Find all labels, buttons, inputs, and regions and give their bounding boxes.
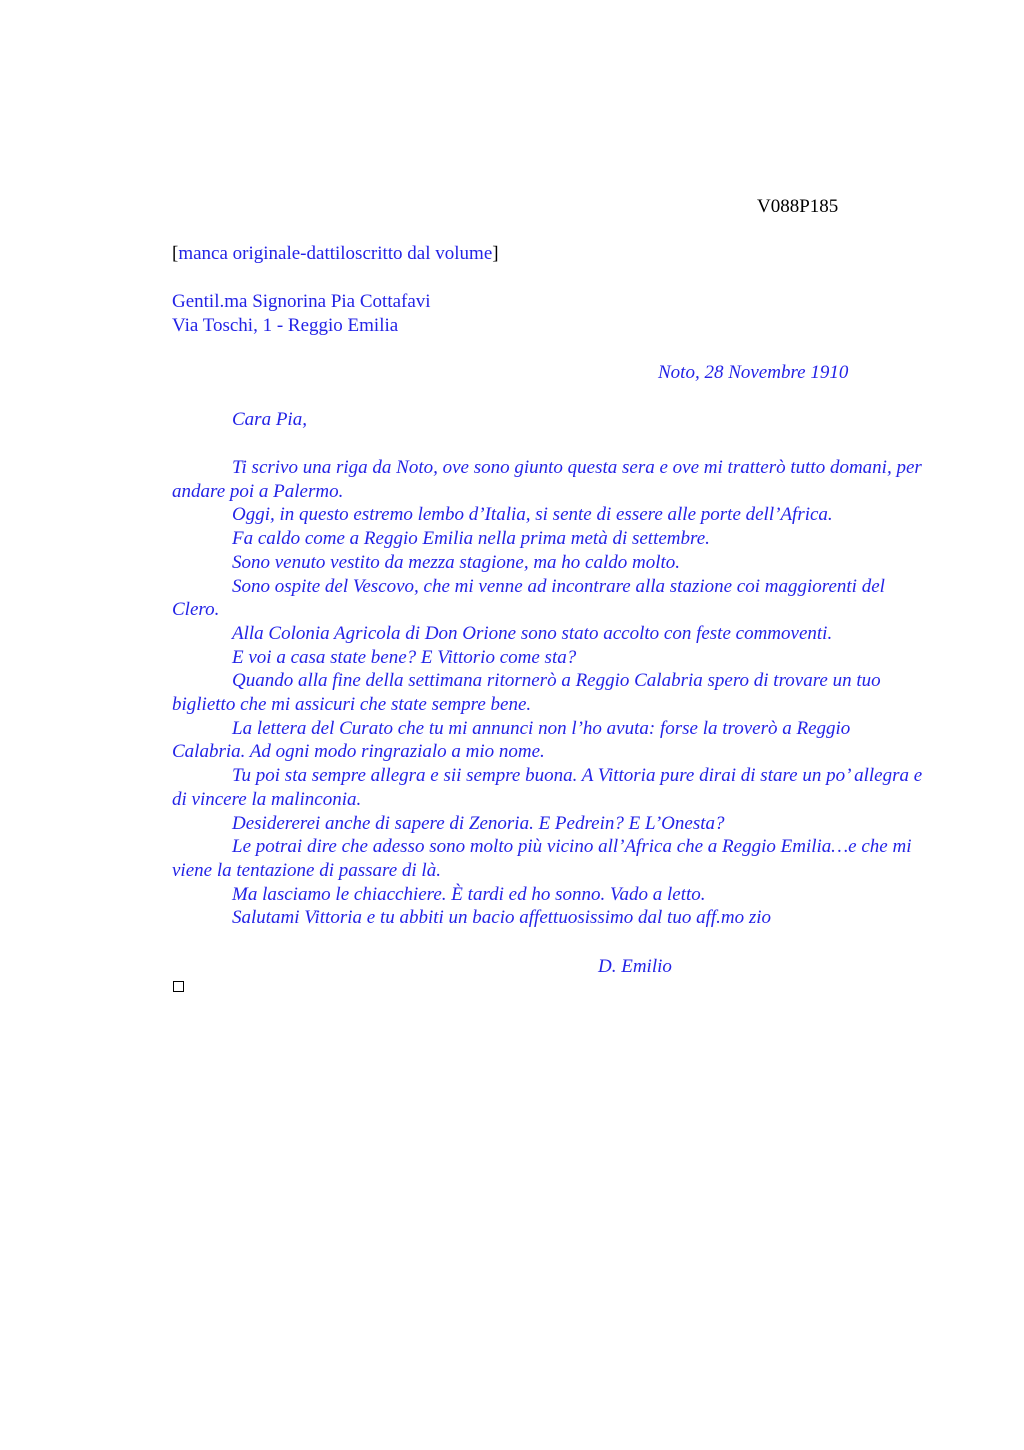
paragraph: Quando alla fine della settimana ritornerò a Reggio Calabria spero di trovare un tuo biglietto che mi assicuri che state sempre bene. [172, 670, 881, 716]
address-line-2: Via Toschi, 1 - Reggio Emilia [172, 315, 399, 336]
note-close-bracket: ] [492, 243, 499, 264]
square-outline-icon [173, 981, 184, 992]
paragraph: E voi a casa state bene? E Vittorio come sta? [232, 646, 577, 668]
paragraph: Ti scrivo una riga da Noto, ove sono giunto questa sera e ove mi tratterò tutto domani, per andare poi a Palermo. [172, 457, 922, 502]
paragraph: Desidererei anche di sapere di Zenoria. E Pedrein? E L’Onesta? [232, 812, 725, 834]
paragraph: La lettera del Curato che tu mi annunci non l’ho avuta: forse la troverò a Reggio Calabria. Ad ogni modo ringrazialo a mio nome. [172, 717, 851, 763]
paragraph: Alla Colonia Agricola di Don Orione sono stato accolto con feste commoventi. [232, 622, 833, 644]
salutation: Cara Pia, [232, 409, 307, 430]
signature: D. Emilio [598, 956, 672, 977]
paragraph: Fa caldo come a Reggio Emilia nella prima metà di settembre. [232, 528, 710, 550]
paragraph: Sono ospite del Vescovo, che mi venne ad incontrare alla stazione coi maggiorenti del Clero. [172, 575, 885, 621]
paragraph: Tu poi sta sempre allegra e sii sempre buona. A Vittoria pure dirai di stare un po’ allegra e di vincere la malinconia. [172, 765, 923, 810]
note-text: manca originale-dattiloscritto dal volume [178, 243, 493, 264]
letter-body [172, 456, 924, 930]
paragraph: Le potrai dire che adesso sono molto più vicino all’Africa che a Reggio Emilia…e che mi viene la tentazione di passare di là. [172, 836, 912, 881]
paragraph: Salutami Vittoria e tu abbiti un bacio affettuosissimo dal tuo aff.mo zio [232, 907, 772, 929]
recipient-address [172, 290, 431, 338]
editorial-note [172, 242, 499, 266]
paragraph: Oggi, in questo estremo lembo d’Italia, si sente di essere alle porte dell’Africa. [232, 504, 833, 526]
paragraph: Sono venuto vestito da mezza stagione, ma ho caldo molto. [232, 551, 681, 573]
note-open-bracket: [ [172, 243, 179, 264]
document-id: V088P185 [757, 196, 839, 217]
address-line-1: Gentil.ma Signorina Pia Cottafavi [172, 291, 431, 312]
paragraph: Ma lasciamo le chiacchiere. È tardi ed ho sonno. Vado a letto. [232, 883, 706, 905]
letter-date: Noto, 28 Novembre 1910 [658, 362, 849, 383]
